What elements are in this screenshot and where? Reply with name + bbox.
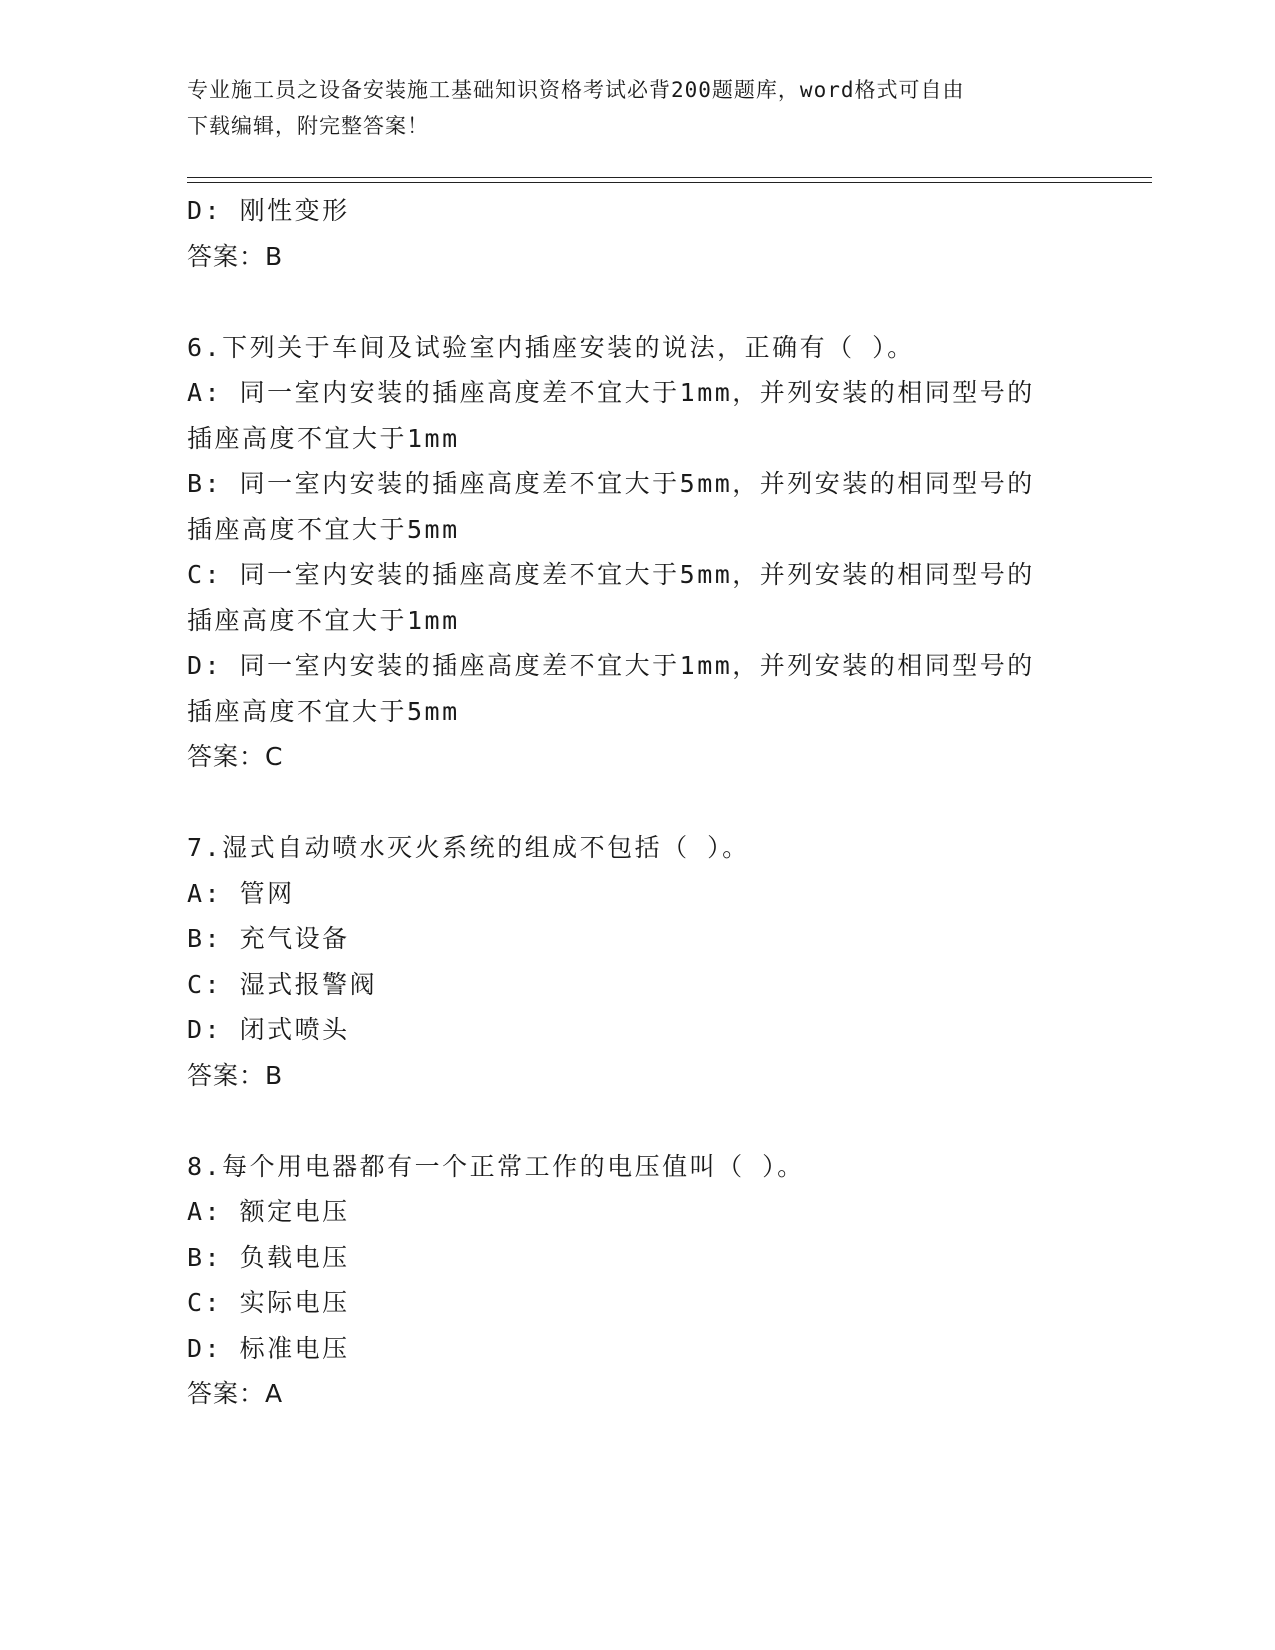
answer: 答案：B xyxy=(187,1060,284,1090)
document-header xyxy=(187,72,1067,144)
spacer xyxy=(187,1098,1107,1144)
option-c: C: 实际电压 xyxy=(187,1288,350,1317)
header-divider-bottom xyxy=(187,182,1152,183)
spacer xyxy=(187,780,1107,826)
answer: 答案：A xyxy=(187,1379,284,1408)
option-c-continued: 插座高度不宜大于1mm xyxy=(187,605,460,635)
header-divider-top xyxy=(187,177,1152,178)
option-a: A: 额定电压 xyxy=(187,1197,350,1226)
option-d-continued: 插座高度不宜大于5mm xyxy=(187,696,460,726)
header-title-line-1: 专业施工员之设备安装施工基础知识资格考试必背200题题库，word格式可自由 xyxy=(187,78,965,102)
option-a: A: 同一室内安装的插座高度差不宜大于1mm，并列安装的相同型号的 xyxy=(187,378,1035,407)
option-a-continued: 插座高度不宜大于1mm xyxy=(187,423,460,453)
option-c: C: 湿式报警阀 xyxy=(187,969,378,999)
option-a: A: 管网 xyxy=(187,878,295,908)
option-b: B: 负载电压 xyxy=(187,1242,350,1272)
spacer xyxy=(187,279,1107,325)
option-b-continued: 插座高度不宜大于5mm xyxy=(187,514,460,544)
document-body xyxy=(187,188,1107,1417)
option-d: D: 刚性变形 xyxy=(187,196,350,225)
question-7 xyxy=(187,825,1107,1098)
question-8 xyxy=(187,1144,1107,1417)
question-stem: 7.湿式自动喷水灭火系统的组成不包括（ ）。 xyxy=(187,833,750,862)
option-c: C: 同一室内安装的插座高度差不宜大于5mm，并列安装的相同型号的 xyxy=(187,560,1035,589)
option-b: B: 充气设备 xyxy=(187,924,350,953)
header-title-line-2: 下载编辑，附完整答案！ xyxy=(187,114,429,138)
option-d: D: 标准电压 xyxy=(187,1333,350,1363)
question-6 xyxy=(187,325,1107,780)
question-stem: 8.每个用电器都有一个正常工作的电压值叫（ ）。 xyxy=(187,1151,805,1181)
answer: 答案：C xyxy=(187,742,284,771)
question-stem: 6.下列关于车间及试验室内插座安装的说法，正确有（ ）。 xyxy=(187,332,915,362)
answer: 答案：B xyxy=(187,241,284,271)
option-d: D: 同一室内安装的插座高度差不宜大于1mm，并列安装的相同型号的 xyxy=(187,651,1035,680)
option-d: D: 闭式喷头 xyxy=(187,1015,350,1044)
question-5-tail xyxy=(187,188,1107,279)
option-b: B: 同一室内安装的插座高度差不宜大于5mm，并列安装的相同型号的 xyxy=(187,469,1035,498)
